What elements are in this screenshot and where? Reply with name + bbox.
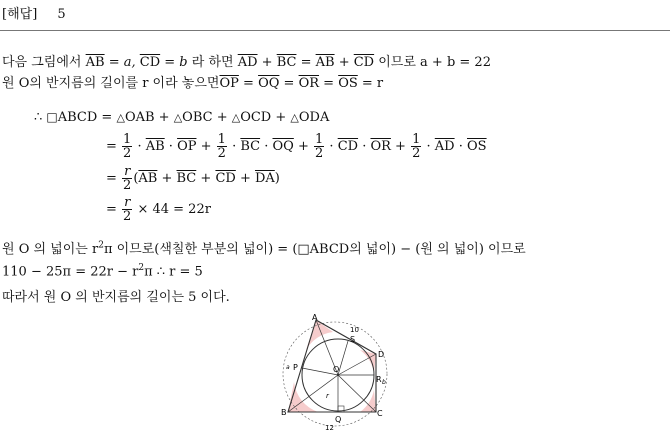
sum-of-sides-equation: = $\frac{r}{2}$ $(\overline{AB} + \overline{BC} + \overline{CD} + \overline{DA})$ <box>106 164 280 193</box>
label-C: C <box>377 409 383 418</box>
answer-label: [해답] <box>2 7 38 22</box>
result-equation: = $\frac{r}{2}$ × 44 = 22r <box>106 195 211 224</box>
solution-line-7: 원 O 의 넓이는 $r^2\pi$ 이므로(색칠한 부분의 넓이) = (□ABCD의 넓이) − (원 의 넓이) 이므로 <box>2 240 526 257</box>
triangle-symbol: △ <box>231 111 241 124</box>
solution-line-8: $110 - 25\pi = 22r - r^2\pi$ ∴ r = 5 <box>2 263 203 280</box>
triangle-symbol: △ <box>290 111 299 124</box>
triangle-symbol: △ <box>116 111 125 124</box>
label-A: A <box>312 313 318 322</box>
fraction: $\frac{r}{2}$ <box>123 195 132 224</box>
label-Q: Q <box>335 415 342 424</box>
label-S: S <box>350 335 356 344</box>
answer-header <box>2 3 66 22</box>
label-a: a <box>286 364 290 371</box>
label-10: 10 <box>350 326 359 334</box>
label-P: P <box>293 363 298 372</box>
label-r: r <box>326 392 329 400</box>
label-B: B <box>281 408 287 417</box>
label-O: O <box>333 365 340 374</box>
quadrilateral-ABCD <box>288 320 376 412</box>
conclusion-line: 따라서 원 O 의 반지름의 길이는 5 이다. <box>2 290 230 305</box>
triangle-symbol: △ <box>173 111 183 124</box>
geometry-figure <box>278 312 393 430</box>
area-equation: ∴ □ABCD = △OAB + △OBC + △OCD + △ODA <box>34 110 330 125</box>
fraction: $\frac{1}{2}$ <box>315 132 324 161</box>
label-D: D <box>378 350 385 359</box>
fraction: $\frac{1}{2}$ <box>123 132 132 161</box>
header-divider <box>0 30 670 31</box>
solution-line-2: 원 O의 반지름의 길이를 r 이라 놓으면$\overline{OP} = \overline{OQ} = \overline{OR} = \overline{OS} = r$ <box>2 76 384 91</box>
fraction: $\frac{1}{2}$ <box>412 132 421 161</box>
solution-line-1: 다음 그림에서 $\overline{AB} = a$, $\overline{CD} = b$ 라 하면 $\overline{AD} + \overline{BC} = \overline{AB} + \overline{CD}$ 이므로 a + b = 22 <box>2 55 491 70</box>
label-b: b <box>382 379 386 386</box>
fraction: $\frac{r}{2}$ <box>123 164 132 193</box>
half-products-equation: = $\frac{1}{2}$ · $\overline{AB} \cdot \overline{OP}$ + $\frac{1}{2}$ · $\overline{BC} \cdot \overline{OQ}$ + $\frac{1}{2}$ · $\overline{CD} \cdot \overline{OR}$ + $\frac{1}{2}$ · $\overline{AD} \cdot \overline{OS}$ <box>106 132 487 161</box>
radii-lines <box>288 320 376 412</box>
label-R: R <box>376 375 382 384</box>
center-point <box>337 374 339 376</box>
fraction: $\frac{1}{2}$ <box>217 132 226 161</box>
answer-number: 5 <box>57 7 66 22</box>
label-12: 12 <box>325 424 334 430</box>
square-symbol: □ <box>46 110 58 124</box>
